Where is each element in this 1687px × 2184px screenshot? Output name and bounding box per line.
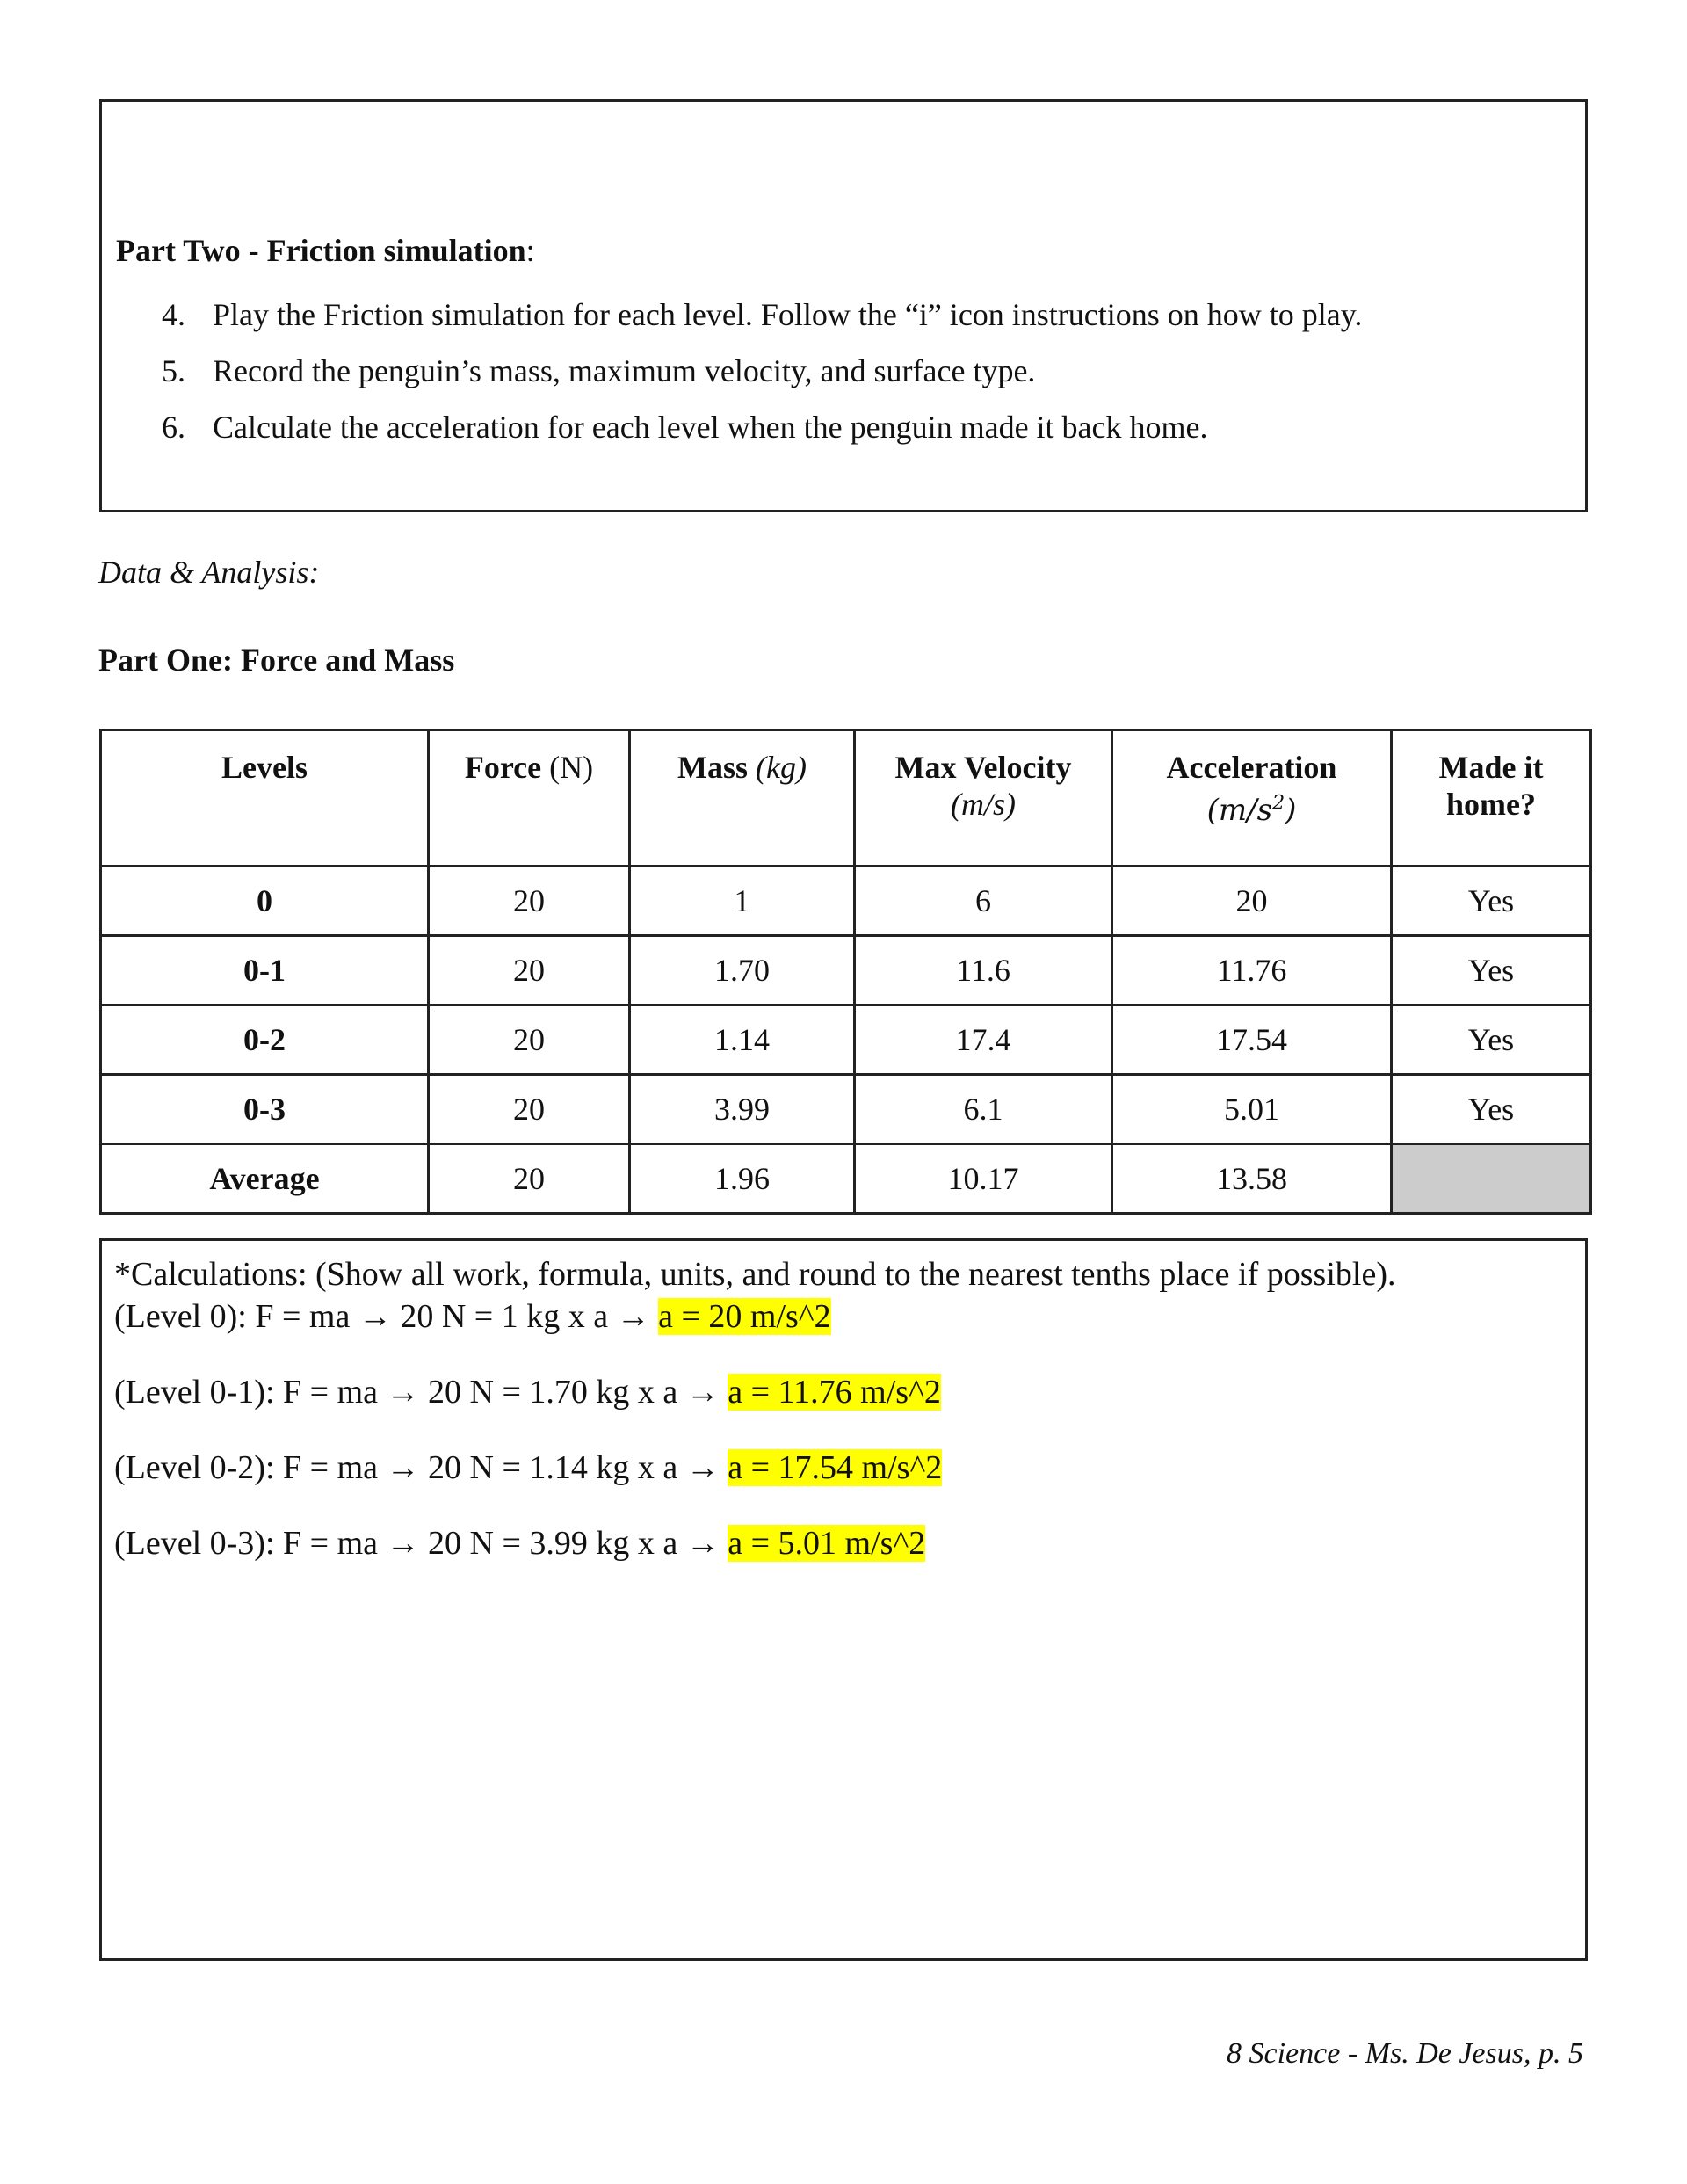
accel-unit-base: (m/s <box>1206 793 1273 829</box>
header-mass <box>630 730 855 867</box>
cell-level: 0-2 <box>101 1005 429 1075</box>
calculation-work: (Level 0-1): F = ma → 20 N = 1.70 kg x a → <box>114 1374 728 1411</box>
calculation-work: (Level 0): F = ma → 20 N = 1 kg x a → <box>114 1298 659 1335</box>
cell-level: Average <box>101 1144 429 1214</box>
header-force-unit: (N) <box>549 750 594 785</box>
cell-home: Yes <box>1392 1075 1591 1144</box>
instruction-steps-list <box>162 287 1362 455</box>
instruction-step <box>162 399 1362 455</box>
header-max-velocity <box>855 730 1112 867</box>
step-text: Record the penguin’s mass, maximum velocity, and surface type. <box>213 353 1036 388</box>
cell-mass: 1.96 <box>630 1144 855 1214</box>
calculation-answer-highlight: a = 17.54 m/s^2 <box>728 1449 943 1486</box>
page-footer: 8 Science - Ms. De Jesus, p. 5 <box>1227 2037 1583 2070</box>
part-two-heading <box>116 232 535 269</box>
cell-home: Yes <box>1392 936 1591 1005</box>
accel-unit-exponent: 2 <box>1272 793 1285 815</box>
instruction-step <box>162 287 1362 343</box>
cell-acceleration: 17.54 <box>1112 1005 1392 1075</box>
cell-home-empty <box>1392 1144 1591 1214</box>
calculations-intro: *Calculations: (Show all work, formula, units, and round to the nearest tenths place if possible). <box>114 1256 1396 1293</box>
accel-unit-close: ) <box>1285 793 1297 829</box>
cell-level: 0-1 <box>101 936 429 1005</box>
part-two-heading-bold: Part Two - Friction simulation <box>116 233 526 268</box>
header-mass-label: Mass <box>677 750 749 785</box>
cell-mass: 3.99 <box>630 1075 855 1144</box>
table-row <box>101 867 1591 936</box>
calculation-work: (Level 0-3): F = ma → 20 N = 3.99 kg x a → <box>114 1525 728 1562</box>
cell-velocity: 11.6 <box>855 936 1112 1005</box>
cell-mass: 1.70 <box>630 936 855 1005</box>
cell-force: 20 <box>429 1075 630 1144</box>
cell-mass: 1 <box>630 867 855 936</box>
step-number: 6. <box>162 410 185 445</box>
part-two-heading-colon: : <box>525 233 535 268</box>
cell-force: 20 <box>429 867 630 936</box>
header-home-line1: Made it <box>1438 750 1544 785</box>
force-mass-table <box>99 729 1592 1215</box>
header-velocity-unit: (m/s) <box>951 787 1016 822</box>
table-row <box>101 936 1591 1005</box>
cell-acceleration: 13.58 <box>1112 1144 1392 1214</box>
cell-acceleration: 20 <box>1112 867 1392 936</box>
calculation-answer-highlight: a = 5.01 m/s^2 <box>728 1525 926 1562</box>
header-mass-unit: (kg) <box>756 750 807 785</box>
calculation-line <box>114 1297 831 1336</box>
header-levels-label: Levels <box>221 750 308 785</box>
calculation-answer-highlight: a = 11.76 m/s^2 <box>728 1374 941 1411</box>
instruction-step <box>162 343 1362 399</box>
calculation-line <box>114 1448 942 1487</box>
header-acceleration <box>1112 730 1392 867</box>
table-row <box>101 1075 1591 1144</box>
calculations-box <box>99 1238 1588 1961</box>
header-home-line2: home? <box>1446 787 1536 822</box>
header-acceleration-unit <box>1207 793 1297 828</box>
table-header-row <box>101 730 1591 867</box>
part-two-instructions-box <box>99 99 1588 512</box>
cell-velocity: 6 <box>855 867 1112 936</box>
data-analysis-label: Data & Analysis: <box>98 555 320 590</box>
cell-force: 20 <box>429 1144 630 1214</box>
cell-acceleration: 11.76 <box>1112 936 1392 1005</box>
cell-velocity: 10.17 <box>855 1144 1112 1214</box>
cell-mass: 1.14 <box>630 1005 855 1075</box>
cell-home: Yes <box>1392 867 1591 936</box>
cell-level: 0-3 <box>101 1075 429 1144</box>
calculation-line <box>114 1524 925 1563</box>
table-row-average <box>101 1144 1591 1214</box>
cell-acceleration: 5.01 <box>1112 1075 1392 1144</box>
cell-velocity: 17.4 <box>855 1005 1112 1075</box>
header-velocity-label: Max Velocity <box>894 750 1072 785</box>
header-acceleration-label: Acceleration <box>1166 750 1337 785</box>
calculation-line <box>114 1373 941 1411</box>
calculation-work: (Level 0-2): F = ma → 20 N = 1.14 kg x a → <box>114 1449 728 1486</box>
cell-force: 20 <box>429 936 630 1005</box>
header-force-label: Force <box>464 750 542 785</box>
cell-velocity: 6.1 <box>855 1075 1112 1144</box>
step-text: Calculate the acceleration for each level when the penguin made it back home. <box>213 410 1208 445</box>
step-text: Play the Friction simulation for each level. Follow the “i” icon instructions on how to play. <box>213 297 1363 332</box>
header-made-it-home <box>1392 730 1591 867</box>
step-number: 5. <box>162 353 185 388</box>
calculation-answer-highlight: a = 20 m/s^2 <box>658 1298 831 1335</box>
step-number: 4. <box>162 297 185 332</box>
header-levels <box>101 730 429 867</box>
header-force <box>429 730 630 867</box>
part-one-title: Part One: Force and Mass <box>98 642 455 678</box>
cell-force: 20 <box>429 1005 630 1075</box>
cell-level: 0 <box>101 867 429 936</box>
table-row <box>101 1005 1591 1075</box>
cell-home: Yes <box>1392 1005 1591 1075</box>
